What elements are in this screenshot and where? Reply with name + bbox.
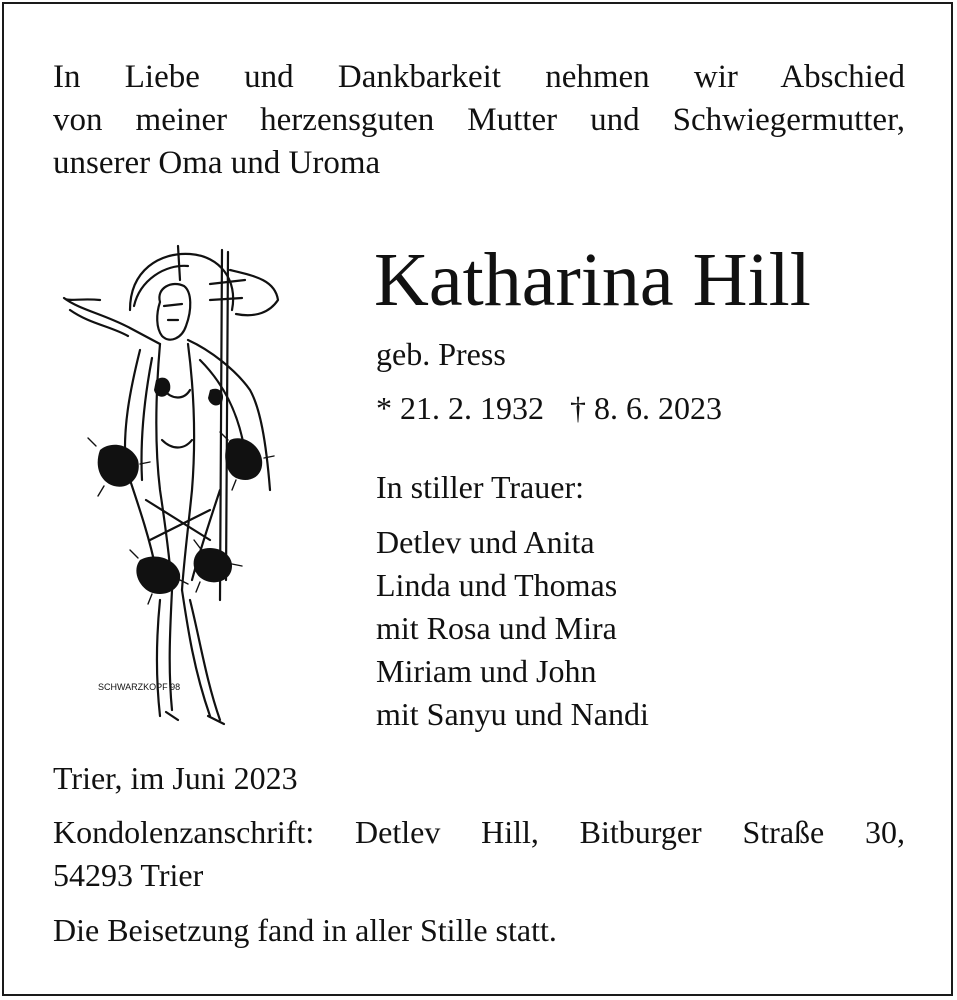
death-date: † 8. 6. 2023 — [570, 390, 722, 426]
intro-line-2: von meiner herzensguten Mutter und Schwiegermutter, — [53, 102, 905, 138]
intro-text — [53, 56, 905, 185]
life-dates — [376, 387, 722, 430]
family-member: Miriam und John — [376, 653, 597, 689]
condolence-address — [53, 811, 905, 897]
family-member: mit Rosa und Mira — [376, 610, 617, 646]
deceased-name: Katharina Hill — [374, 238, 811, 322]
condolence-line-2: 54293 Trier — [53, 857, 204, 893]
family-member: mit Sanyu und Nandi — [376, 696, 649, 732]
place-date: Trier, im Juni 2023 — [53, 760, 298, 796]
intro-line-3: unserer Oma und Uroma — [53, 145, 381, 181]
maiden-name: geb. Press — [376, 336, 506, 372]
birth-date: * 21. 2. 1932 — [376, 390, 544, 426]
artist-signature: SCHWARZKOPF 98 — [98, 682, 181, 692]
intro-line-1: In Liebe und Dankbarkeit nehmen wir Abschied — [53, 59, 905, 95]
condolence-line-1: Kondolenzanschrift: Detlev Hill, Bitburger Straße 30, — [53, 814, 905, 850]
mourning-heading: In stiller Trauer: — [376, 469, 584, 505]
family-member: Linda und Thomas — [376, 567, 618, 603]
family-member: Detlev und Anita — [376, 524, 595, 560]
family-list — [376, 521, 649, 736]
risen-christ-sketch-icon — [60, 240, 285, 730]
burial-note: Die Beisetzung fand in aller Stille statt. — [53, 912, 557, 948]
